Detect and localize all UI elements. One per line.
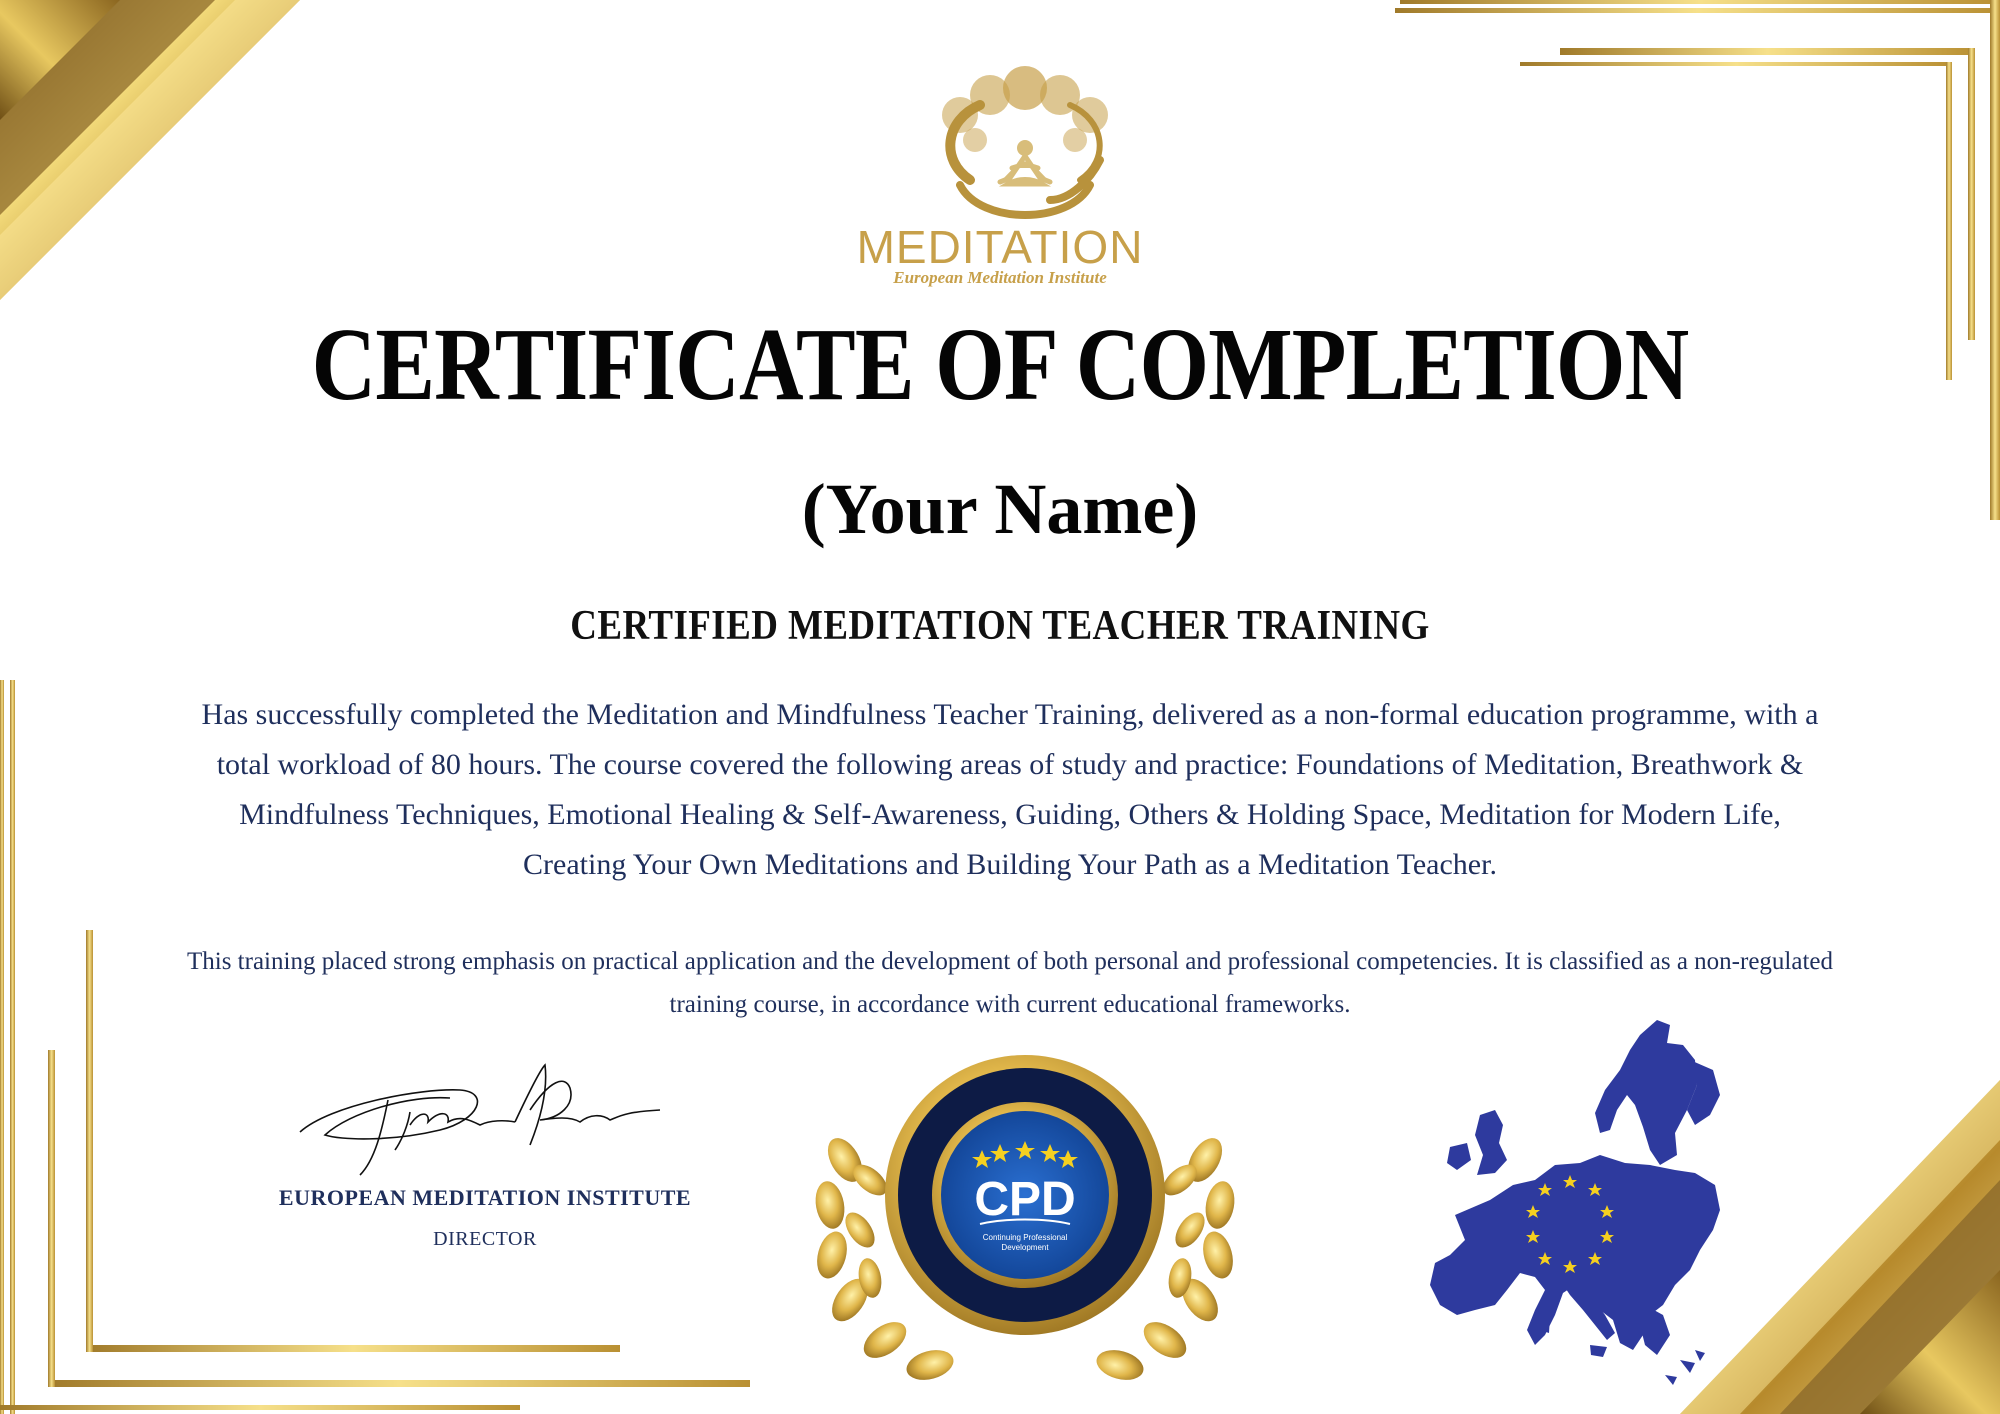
logo-tagline: European Meditation Institute [893, 268, 1107, 287]
cpd-line-2: Development [1001, 1243, 1049, 1252]
cpd-badge-icon [800, 1040, 1250, 1410]
europe-map-icon [1395, 1015, 1775, 1400]
handwritten-signature [290, 1050, 670, 1190]
recipient-name: (Your Name) [801, 469, 1199, 549]
course-title: CERTIFIED MEDITATION TEACHER TRAINING [570, 603, 1430, 649]
logo-wordmark: MEDITATION [856, 221, 1144, 273]
institute-logo [900, 60, 1150, 235]
cpd-line-1: Continuing Professional [982, 1233, 1068, 1242]
signatory-role: DIRECTOR [433, 1228, 537, 1250]
certificate-title: CERTIFICATE OF COMPLETION [311, 307, 1689, 422]
tree-meditation-icon [900, 60, 1150, 230]
completion-description: Has successfully completed the Meditation and Mindfulness Teacher Training, delivered as a non-formal education programme, with a total workload of 80 hours. The course covered the following areas of study and practice: Foundations of Meditation, Breathwork & Mindfulness Techniques, Emotional Healing & Self-Awareness, Guiding, Others & Holding Space, Meditation for Modern Life, Creating Your Own Meditations and Building Your Path as a Meditation Teacher. [201, 698, 1819, 881]
signatory-organization: EUROPEAN MEDITATION INSTITUTE [278, 1185, 692, 1210]
training-classification-note: This training placed strong emphasis on practical application and the development of both personal and professional competencies. It is classified as a non-regulated training course, in accordance with current educational frameworks. [186, 948, 1834, 1018]
cpd-acronym: CPD [974, 1173, 1076, 1226]
